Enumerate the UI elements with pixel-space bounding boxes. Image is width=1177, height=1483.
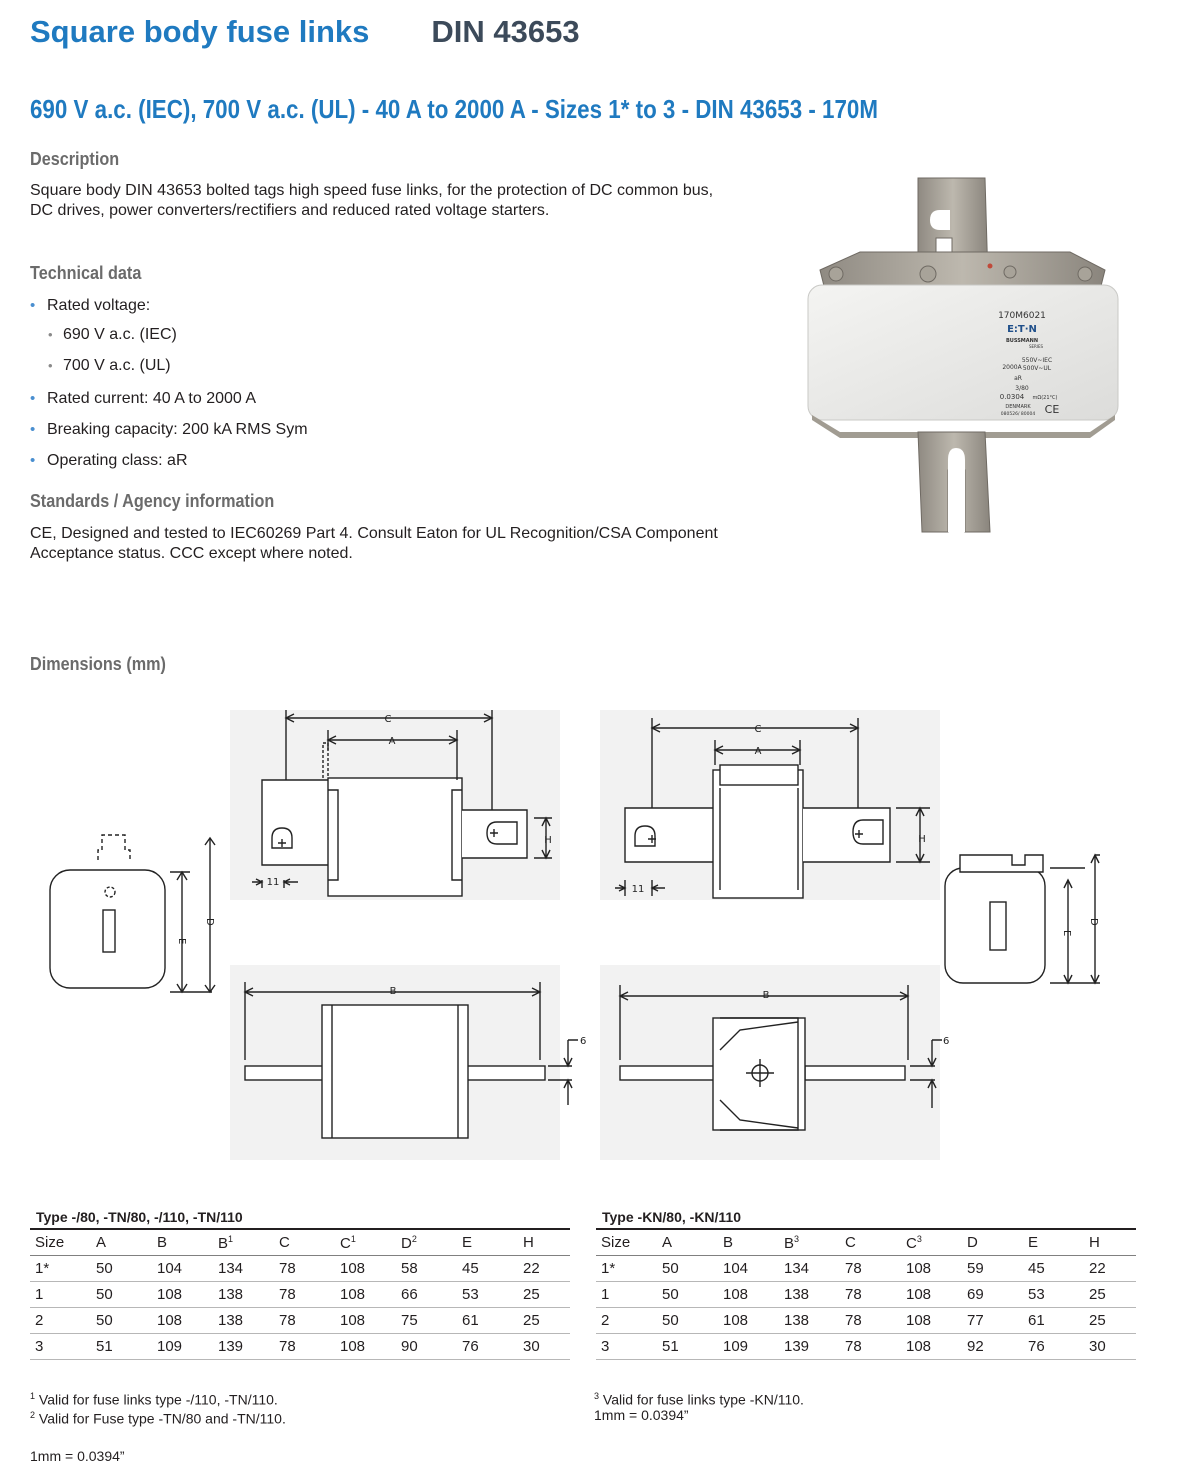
col-header: D	[962, 1230, 1023, 1256]
table-cell: 25	[1084, 1282, 1136, 1308]
col-header: C	[274, 1230, 335, 1256]
table-row	[596, 1308, 1136, 1334]
col-header: $C^3$	[901, 1230, 962, 1256]
table-cell: 138	[213, 1308, 274, 1334]
standards-heading: Standards / Agency information	[30, 491, 275, 511]
table-cell: 77	[962, 1308, 1023, 1334]
table-cell: 50	[657, 1282, 718, 1308]
standard-code: DIN 43653	[431, 14, 580, 49]
dim-label-c2: C	[754, 724, 762, 735]
dim-label-b2: B	[762, 990, 770, 1001]
title-text: Square body fuse links	[30, 14, 370, 49]
table-cell: 78	[274, 1334, 335, 1360]
table-cell: 108	[335, 1334, 396, 1360]
table-cell: 108	[152, 1308, 213, 1334]
table-cell: 50	[91, 1282, 152, 1308]
table-cell: 78	[840, 1308, 901, 1334]
table1-grid	[30, 1230, 570, 1360]
table-cell: 30	[518, 1334, 570, 1360]
tech-list	[47, 389, 308, 471]
table-cell: 3	[596, 1334, 657, 1360]
col-header: A	[657, 1230, 718, 1256]
table-cell: 108	[901, 1308, 962, 1334]
voltage-sublist	[63, 325, 177, 376]
col-header: A	[91, 1230, 152, 1256]
description-text: Square body DIN 43653 bolted tags high speed fuse links, for the protection of DC common bus, DC drives, power converters/rectifiers and reduced rated voltage starters.	[30, 182, 714, 219]
col-header: H	[1084, 1230, 1136, 1256]
table-cell: 109	[718, 1334, 779, 1360]
table-cell: 134	[213, 1256, 274, 1282]
table-cell: 3	[30, 1334, 91, 1360]
table-cell: 78	[840, 1282, 901, 1308]
table-cell: 66	[396, 1282, 457, 1308]
table-cell: 90	[396, 1334, 457, 1360]
table-cell: 76	[1023, 1334, 1084, 1360]
technical-heading: Technical data	[30, 263, 142, 283]
col-header: Size	[30, 1230, 91, 1256]
table-cell: 50	[657, 1308, 718, 1334]
table-cell: 108	[718, 1308, 779, 1334]
dim-label-d1: D	[204, 918, 215, 926]
table-cell: 30	[1084, 1334, 1136, 1360]
table-cell: 138	[779, 1308, 840, 1334]
table-cell: 1*	[596, 1256, 657, 1282]
table2-caption: Type -KN/80, -KN/110	[596, 1209, 1136, 1230]
conversion-note: 1mm = 0.0394”	[30, 1448, 125, 1464]
col-header: $C^1$	[335, 1230, 396, 1256]
label-rating-v2: 500V~UL	[1022, 365, 1052, 372]
dimension-drawings	[40, 700, 1140, 1170]
page-subtitle: 690 V a.c. (IEC), 700 V a.c. (UL) - 40 A to 2000 A - Sizes 1* to 3 - DIN 43653 - 170M	[30, 94, 878, 124]
dim-label-e1: E	[176, 938, 187, 945]
description-heading: Description	[30, 149, 120, 169]
table-cell: 78	[840, 1256, 901, 1282]
end-view-80	[50, 835, 215, 992]
operating-class-item: • Operating class: aR	[47, 451, 308, 471]
table-cell: 108	[335, 1256, 396, 1282]
dim-label-slot1: 11	[266, 877, 280, 888]
table-cell: 45	[457, 1256, 518, 1282]
table-cell: 25	[1084, 1308, 1136, 1334]
table-cell: 109	[152, 1334, 213, 1360]
label-code: 080526/ 80004	[1000, 412, 1036, 417]
dimensions-heading: Dimensions (mm)	[30, 654, 166, 674]
page-title	[30, 14, 580, 50]
table-type-80	[30, 1209, 570, 1360]
col-header: E	[1023, 1230, 1084, 1256]
table-cell: 51	[91, 1334, 152, 1360]
table-cell: 78	[274, 1282, 335, 1308]
dim-label-tag1: 6	[580, 1036, 587, 1047]
table-cell: 25	[518, 1282, 570, 1308]
label-class: aR	[1014, 375, 1022, 382]
table-cell: 92	[962, 1334, 1023, 1360]
table-header-row	[596, 1230, 1136, 1256]
table-cell: 138	[779, 1282, 840, 1308]
dim-label-h2: H	[918, 834, 926, 845]
table-cell: 108	[901, 1282, 962, 1308]
conversion-note-kn: 1mm = 0.0394”	[594, 1407, 689, 1423]
table-cell: 108	[901, 1334, 962, 1360]
table-cell: 59	[962, 1256, 1023, 1282]
dim-label-a1: A	[388, 736, 396, 747]
table-row	[596, 1282, 1136, 1308]
table-cell: 108	[718, 1282, 779, 1308]
ce-mark: CE	[1044, 403, 1060, 416]
label-rating-a: 2000A	[1002, 364, 1022, 371]
table-cell: 134	[779, 1256, 840, 1282]
col-header: B	[152, 1230, 213, 1256]
label-res-unit: mΩ(21°C)	[1032, 395, 1058, 401]
table-cell: 61	[1023, 1308, 1084, 1334]
table-cell: 76	[457, 1334, 518, 1360]
table-cell: 61	[457, 1308, 518, 1334]
dim-label-d2: D	[1088, 918, 1099, 926]
table-cell: 2	[30, 1308, 91, 1334]
label-rating-v1: 550V~IEC	[1021, 357, 1053, 364]
dim-label-slot2: 11	[631, 884, 645, 895]
table-cell: 50	[91, 1256, 152, 1282]
table-cell: 108	[335, 1308, 396, 1334]
table-cell: 75	[396, 1308, 457, 1334]
label-series-sub: SERIES	[1028, 344, 1044, 349]
breaking-capacity-item: • Breaking capacity: 200 kA RMS Sym	[47, 420, 308, 440]
table-cell: 78	[840, 1334, 901, 1360]
table-cell: 139	[213, 1334, 274, 1360]
table-cell: 1	[30, 1282, 91, 1308]
label-resistance: 0.0304	[999, 393, 1025, 401]
table-row	[30, 1282, 570, 1308]
table-cell: 138	[213, 1282, 274, 1308]
col-header: B	[718, 1230, 779, 1256]
voltage-iec-item: • 690 V a.c. (IEC)	[63, 325, 177, 345]
table-cell: 2	[596, 1308, 657, 1334]
col-header: Size	[596, 1230, 657, 1256]
dim-label-h1: H	[544, 835, 552, 846]
table-cell: 50	[657, 1256, 718, 1282]
standards-text: CE, Designed and tested to IEC60269 Part 4. Consult Eaton for UL Recognition/CSA Component Acceptance status. CCC except where noted.	[30, 525, 718, 562]
table-cell: 108	[901, 1256, 962, 1282]
table-cell: 53	[1023, 1282, 1084, 1308]
col-header: $D^2$	[396, 1230, 457, 1256]
dim-label-c1: C	[384, 714, 392, 725]
table-header-row	[30, 1230, 570, 1256]
tech-list-voltage	[47, 296, 150, 316]
label-origin: DENMARK	[1005, 404, 1031, 410]
table-cell: 22	[518, 1256, 570, 1282]
footnote-2: $^2$ Valid for Fuse type -TN/80 and -TN/110.	[30, 1410, 286, 1427]
dim-label-b1: B	[389, 986, 397, 997]
label-part-number: 170M6021	[998, 311, 1046, 321]
dim-label-e2: E	[1061, 930, 1072, 937]
footnote-1: $^1$ Valid for fuse links type -/110, -TN/110.	[30, 1391, 278, 1408]
rated-voltage-item: • Rated voltage:	[47, 296, 150, 316]
end-view-kn	[945, 855, 1100, 983]
footnote-3: $^3$ Valid for fuse links type -KN/110.	[594, 1391, 804, 1408]
table-row	[596, 1334, 1136, 1360]
table-row	[30, 1308, 570, 1334]
label-size: 3/80	[1015, 385, 1029, 392]
table-cell: 104	[152, 1256, 213, 1282]
product-photo	[800, 170, 1140, 550]
table-cell: 104	[718, 1256, 779, 1282]
table-row	[596, 1256, 1136, 1282]
table-type-kn	[596, 1209, 1136, 1360]
table-cell: 25	[518, 1308, 570, 1334]
table-cell: 139	[779, 1334, 840, 1360]
dim-label-tag2: 6	[943, 1036, 950, 1047]
table-cell: 51	[657, 1334, 718, 1360]
table-cell: 22	[1084, 1256, 1136, 1282]
rated-current-item: • Rated current: 40 A to 2000 A	[47, 389, 308, 409]
col-header: E	[457, 1230, 518, 1256]
table-cell: 108	[335, 1282, 396, 1308]
table-cell: 50	[91, 1308, 152, 1334]
table-cell: 53	[457, 1282, 518, 1308]
label-brand: E:T·N	[1007, 324, 1037, 335]
col-header: $B^1$	[213, 1230, 274, 1256]
table-cell: 45	[1023, 1256, 1084, 1282]
col-header: $B^3$	[779, 1230, 840, 1256]
table-cell: 58	[396, 1256, 457, 1282]
table1-caption: Type -/80, -TN/80, -/110, -TN/110	[30, 1209, 570, 1230]
table2-grid	[596, 1230, 1136, 1360]
table-row	[30, 1334, 570, 1360]
table-cell: 1	[596, 1282, 657, 1308]
table-cell: 69	[962, 1282, 1023, 1308]
label-series: BUSSMANN	[1005, 338, 1039, 344]
table-cell: 78	[274, 1308, 335, 1334]
table-cell: 108	[152, 1282, 213, 1308]
table-row	[30, 1256, 570, 1282]
voltage-ul-item: • 700 V a.c. (UL)	[63, 356, 177, 376]
col-header: H	[518, 1230, 570, 1256]
col-header: C	[840, 1230, 901, 1256]
table-cell: 78	[274, 1256, 335, 1282]
dim-label-a2: A	[754, 746, 762, 757]
table-cell: 1*	[30, 1256, 91, 1282]
